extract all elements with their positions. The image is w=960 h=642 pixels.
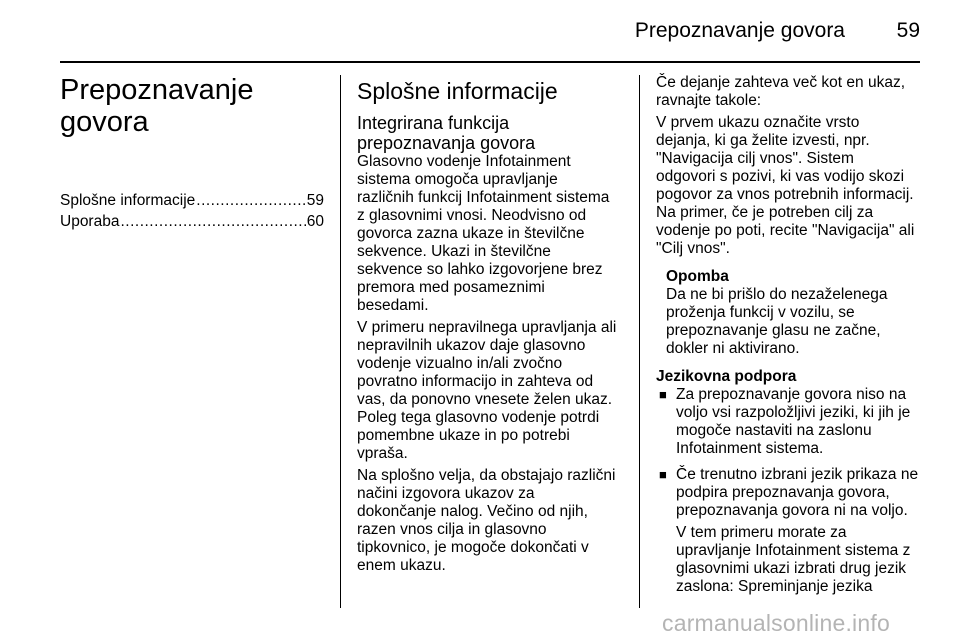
text-line: V primeru nepravilnega upravljanja ali <box>357 319 617 336</box>
text-line: ravnajte takole: <box>656 92 762 109</box>
toc-entry-page: 60 <box>306 213 324 230</box>
toc-leader-dots <box>120 211 305 232</box>
text-line: enem ukazu. <box>357 557 446 574</box>
bullet-square-icon: ■ <box>659 467 667 482</box>
text-line: razen vnos cilja in glasovno <box>357 521 547 538</box>
text-line: sekvence so lahko izgovorjene brez <box>357 261 603 278</box>
bullet-text <box>676 466 920 520</box>
chapter-title-line: Prepoznavanje <box>60 74 254 106</box>
text-line: mogoče nastaviti na zaslonu <box>676 422 872 439</box>
text-line: zaslona: Spreminjanje jezika <box>676 578 873 595</box>
column-divider-2 <box>639 75 640 608</box>
paragraph <box>357 319 622 463</box>
bullet-item <box>656 466 920 600</box>
running-header-title: Prepoznavanje govora <box>634 19 845 42</box>
text-line: dokončanje nalog. Večino od njih, <box>357 503 588 520</box>
text-line: sekvence. Ukazi in številčne <box>357 243 551 260</box>
page-number: 59 <box>896 19 920 42</box>
bullet-square-icon: ■ <box>659 387 667 402</box>
text-line: vodenje po poti, recite "Navigacija" ali <box>656 222 915 239</box>
text-line: podpira prepoznavanja govora, <box>676 484 890 501</box>
subsection-title <box>357 113 622 153</box>
text-line: govorca zazna ukaze in številčne <box>357 225 585 242</box>
text-line: besedami. <box>357 297 429 314</box>
chapter-title-line: govora <box>60 106 149 138</box>
text-line: proženja funkcij v vozilu, se <box>666 304 855 321</box>
watermark: carmanualsonline.info <box>662 610 890 636</box>
paragraph <box>656 74 920 110</box>
toc-entry[interactable] <box>60 211 324 232</box>
subsection-title-line: Integrirana funkcija <box>357 113 510 133</box>
text-line: odgovori s pozivi, ki vas vodijo skozi <box>656 168 905 185</box>
text-line: Glasovno vodenje Infotainment <box>357 153 571 170</box>
text-line: Za prepoznavanje govora niso na <box>676 386 907 403</box>
section-title: Splošne informacije <box>357 78 558 104</box>
text-line: voljo vsi razpoložljivi jeziki, ki jih je <box>676 404 911 421</box>
note-box <box>656 268 920 358</box>
text-line: dokler ni aktivirano. <box>666 340 800 357</box>
toc-entry-label: Splošne informacije <box>60 192 196 209</box>
text-line: pogovor za vnos potrebnih informacij. <box>656 186 914 203</box>
note-text <box>666 286 920 358</box>
text-line: "Navigacija cilj vnos". Sistem <box>656 150 854 167</box>
text-line: z glasovnimi vnosi. Neodvisno od <box>357 207 587 224</box>
bullet-text <box>676 386 920 458</box>
text-line: V tem primeru morate za <box>676 524 847 541</box>
paragraph <box>357 467 622 575</box>
chapter-column <box>60 74 324 232</box>
text-line: premora med posameznimi <box>357 279 545 296</box>
body-column-2 <box>357 74 622 579</box>
text-line: Če trenutno izbrani jezik prikaza ne <box>676 466 919 483</box>
text-line: Da ne bi prišlo do nezaželenega <box>666 286 888 303</box>
text-line: glasovnimi ukazi izbrati drug jezik <box>676 560 907 577</box>
paragraph <box>357 153 622 315</box>
text-line: sistema omogoča upravljanje <box>357 171 558 188</box>
text-line: Poleg tega glasovno vodenje potrdi <box>357 409 600 426</box>
toc-entry-label: Uporaba <box>60 213 120 230</box>
text-line: vas, da ponovno vnesete želen ukaz. <box>357 391 613 408</box>
toc-entry-page: 59 <box>306 192 324 209</box>
toc-entry[interactable] <box>60 190 324 211</box>
table-of-contents <box>60 190 324 232</box>
paragraph <box>656 114 920 258</box>
bullet-subparagraph <box>676 524 920 596</box>
text-line: nepravilnih ukazov daje glasovno <box>357 337 586 354</box>
text-line: dejanja, ki ga želite izvesti, npr. <box>656 132 870 149</box>
text-line: "Cilj vnos". <box>656 240 730 257</box>
bullet-item <box>656 386 920 462</box>
language-support-heading: Jezikovna podpora <box>656 368 797 385</box>
text-line: tipkovnico, je mogoče dokončati v <box>357 539 589 556</box>
body-column-3 <box>656 74 920 604</box>
text-line: prepoznavanje glasu ne začne, <box>666 322 881 339</box>
text-line: vpraša. <box>357 445 408 462</box>
column-divider-1 <box>340 75 341 608</box>
text-line: različnih funkcij Infotainment sistema <box>357 189 610 206</box>
text-line: Na primer, če je potreben cilj za <box>656 204 874 221</box>
text-line: Na splošno velja, da obstajajo različni <box>357 467 616 484</box>
header-rule <box>60 61 920 63</box>
subsection-title-line: prepoznavanja govora <box>357 133 536 153</box>
text-line: načini izgovora ukazov za <box>357 485 535 502</box>
text-line: vodenje vizualno in/ali zvočno <box>357 355 563 372</box>
text-line: upravljanje Infotainment sistema z <box>676 542 911 559</box>
text-line: Če dejanje zahteva več kot en ukaz, <box>656 74 906 91</box>
chapter-title <box>60 74 324 138</box>
text-line: povratno informacijo in zahteva od <box>357 373 594 390</box>
text-line: prepoznavanja govora ni na voljo. <box>676 502 908 519</box>
note-title: Opomba <box>666 268 729 285</box>
text-line: Infotainment sistema. <box>676 440 824 457</box>
text-line: V prvem ukazu označite vrsto <box>656 114 860 131</box>
toc-leader-dots <box>196 190 305 211</box>
text-line: pomembne ukaze in po potrebi <box>357 427 570 444</box>
